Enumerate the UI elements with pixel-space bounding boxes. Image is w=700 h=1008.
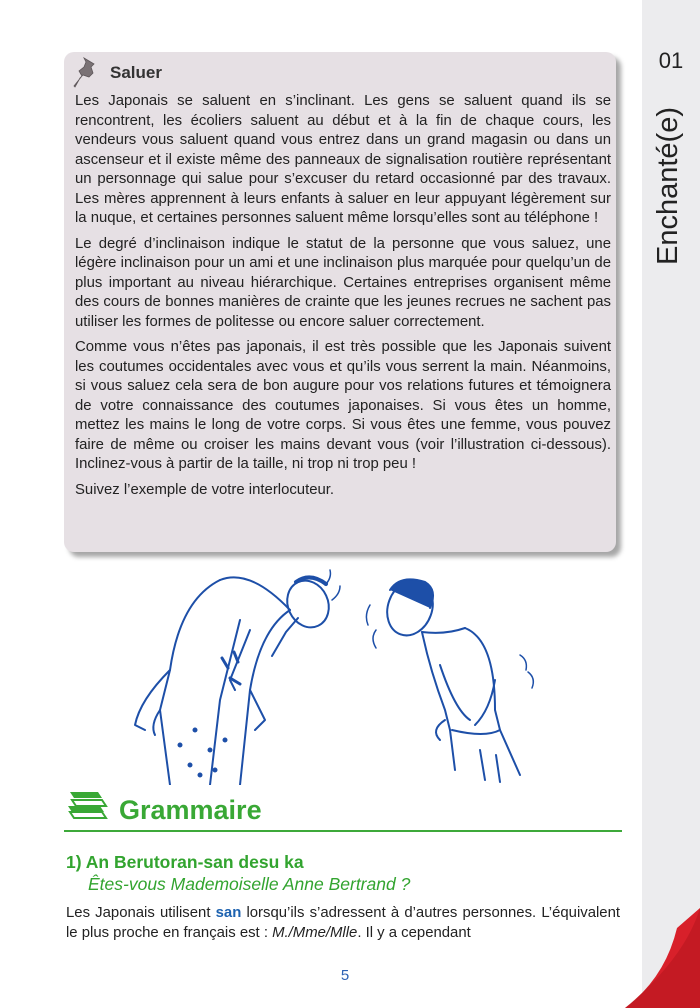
body-text-italic: M./Mme/Mlle [272, 925, 358, 941]
page-number: 5 [340, 967, 350, 984]
culture-note-text [75, 92, 611, 506]
culture-paragraph: Les Japonais se saluent en s’inclinant. Les gens se saluent quand ils se rencontrent, les écoliers saluent au début et à la fin de chaque cours, les vendeurs vous saluent quand vous entrez dans un grand magasin ou dans un ascenseur et il existe même des panneaux de signalisation routière représentant un personnage qui salue pour s’excuser du retard occasionné par des travaux. Les mères apprennent à leurs enfants à saluer en leur appuyant légèrement sur la nuque, et certaines personnes saluent même lorsqu’elles sont au téléphone ! [75, 93, 611, 226]
culture-paragraph: Comme vous n’êtes pas japonais, il est très possible que les Japonais suivent les coutumes occidentales avec vous et qu’ils vous serrent la main. Néanmoins, si vous saluez cela sera de bon augure pour vos relations futures et témoignera de votre connaissance des coutumes japonaises. Si vous êtes un homme, mettez les mains le long de votre corps. Si vous êtes une femme, vous pouvez faire de même ou croiser les mains devant vous (voir l’illustration ci-dessous). Inclinez-vous à partir de la taille, ni trop ni trop peu ! [75, 339, 611, 472]
grammar-heading: Grammaire [119, 795, 262, 825]
grammar-point-title: 1) An Berutoran-san desu ka [66, 852, 304, 872]
chapter-number: 01 [658, 48, 684, 73]
bowing-man-figure [135, 570, 340, 785]
bowing-illustration [100, 560, 600, 785]
culture-paragraph: Le degré d’inclinaison indique le statut de la personne que vous saluez, une légère inclinaison pour un ami et une inclinaison plus marquée pour quelqu’un de plus important au niveau hiérarchique. Certaines entreprises organisent même des cours de bonnes manières de crainte que les jeunes recrues ne sachent pas utiliser les formes de politesse ou encore saluer correctement. [75, 235, 611, 330]
culture-note-header [72, 56, 162, 90]
chapter-side-tab [642, 0, 700, 1008]
grammar-point-translation: Êtes-vous Mademoiselle Anne Bertrand ? [88, 874, 411, 894]
highlight-term: san [215, 905, 242, 921]
grammar-body-text [66, 903, 620, 943]
body-text-part: . Il y a cependant [357, 925, 471, 941]
books-stack-icon [66, 786, 110, 824]
body-text-part: lorsqu’ils s’adressent à d’autres personnes. L’équivalent le plus proche en français est : [66, 905, 620, 941]
grammar-section-header [64, 782, 622, 832]
bowing-woman-figure [366, 574, 533, 782]
culture-note-title: Saluer [110, 63, 162, 82]
pushpin-icon [72, 56, 102, 90]
body-text-part: Les Japonais utilisent [66, 905, 216, 921]
chapter-title: Enchanté(e) [652, 107, 684, 265]
culture-paragraph: Suivez l’exemple de votre interlocuteur. [75, 481, 335, 498]
